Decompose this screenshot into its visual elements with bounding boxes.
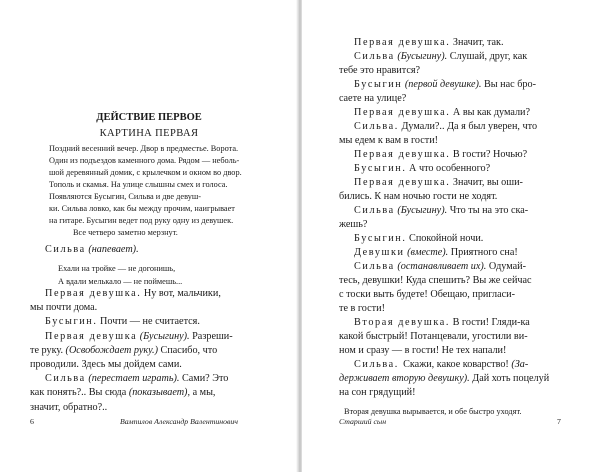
speaker: Первая девушка. (354, 37, 451, 48)
speaker: Сильва (354, 51, 395, 62)
line-text: Скажи, какое коварство! (403, 359, 512, 370)
dialogue-line: сaете на улице? (339, 93, 407, 104)
line-text: Значит, так. (452, 37, 504, 48)
remark: (напевает). (88, 244, 139, 255)
dialogue-line (30, 401, 107, 415)
song-line: А вдали мелькало — не поймешь... (58, 276, 183, 286)
dialogue-line: жешь? (339, 219, 368, 230)
remark: (вместе). (407, 247, 449, 258)
dialogue-line (354, 316, 530, 330)
dialogue-line (354, 232, 483, 246)
dialogue-line (354, 162, 490, 176)
dialogue-line (45, 315, 200, 329)
dialogue-line (354, 50, 527, 64)
dialogue-line (354, 358, 528, 372)
dialogue-line (339, 372, 549, 386)
line-text: значит, обратно?.. (30, 401, 108, 413)
song-line: Ехали на тройке — не догонишь, (58, 264, 176, 273)
speaker: Первая девушка. (354, 177, 451, 188)
line-text: Что ты на это ска- (449, 205, 529, 216)
dialogue-line: ном и сразу — в гости! Не тех напали! (339, 345, 507, 356)
stage-line: Тополь и скамья. На улице слышны смех и голоса. (49, 180, 228, 189)
dialogue-line (354, 120, 537, 134)
line-text: на сон грядущий! (339, 387, 416, 398)
line-text: Приятного сна! (450, 247, 518, 258)
remark: (первой девушке). (404, 79, 482, 90)
dialogue-line: тесь, девушки! Куда спешить? Вы же сейчас (339, 275, 532, 286)
speaker: Бусыгин. (45, 316, 98, 328)
dialogue-line: бились. К нам ночью гости не ходят. (339, 191, 498, 202)
line-text: Значит, вы оши- (452, 177, 523, 188)
remark: (Бусыгину). (397, 51, 448, 62)
speaker: Сильва (354, 205, 395, 216)
speaker: Первая девушка. (354, 149, 451, 160)
dialogue-line (30, 386, 215, 400)
dialogue-line (344, 406, 522, 418)
dialogue-line (354, 148, 527, 162)
speaker: Бусыгин (354, 79, 403, 90)
speaker: Вторая девушка. (354, 317, 451, 328)
line-text: Разреши- (192, 330, 233, 342)
remark: (Освобождает руку.) (65, 344, 158, 356)
line-text: Думали?.. Да я был уверен, что (401, 121, 538, 132)
line-text: В гости! Гляди-ка (452, 317, 530, 328)
speaker: Первая девушка. (354, 107, 451, 118)
stage-line: ки. Сильва ловко, как бы между прочим, наигрывает (49, 204, 235, 213)
remark: (показывает), (128, 387, 193, 399)
dialogue-line (354, 106, 530, 120)
dialogue-line: с тоски выть будете! Обещаю, пригласи- (339, 289, 515, 300)
speaker: Первая девушка (45, 330, 138, 342)
line-text: Почти — не считается. (100, 316, 200, 328)
remark: держивает вторую девушку). (339, 373, 473, 384)
dialogue-line (45, 330, 233, 344)
song (58, 263, 182, 288)
line-text: Ну вот, мальчики, (143, 288, 221, 299)
page-number: 7 (557, 417, 561, 426)
stage-direction (49, 143, 242, 239)
dialogue-line (354, 78, 536, 92)
dialogue-line (45, 372, 228, 386)
speaker: Сильва. (354, 121, 399, 132)
act-heading: ДЕЙСТВИЕ ПЕРВОЕ (96, 112, 202, 123)
speaker: Бусыгин. (354, 163, 407, 174)
remark: (За- (511, 359, 529, 370)
line-text: А вы как думали? (452, 107, 531, 118)
speaker: Сильва (45, 373, 86, 385)
running-author: Вампилов Александр Валентинович (120, 417, 239, 426)
stage-line: Поздний весенний вечер. Двор в предместье. Ворота. (49, 144, 239, 153)
remark: (Бусыгину). (397, 205, 448, 216)
remark: (Бусыгину). (139, 330, 190, 342)
scene-heading: КАРТИНА ПЕРВАЯ (99, 128, 199, 139)
line-text: а мы, (192, 387, 216, 399)
speaker: Сильва. (354, 359, 404, 370)
line-text: Слушай, друг, как (449, 51, 528, 62)
speaker: Сильва (45, 244, 86, 255)
dialogue-line (339, 386, 416, 400)
dialogue-line (30, 344, 217, 358)
stage-direction: Вторая девушка вырывается, и обе быстро уходят. (344, 407, 522, 416)
line-text: Спасибо, что (160, 344, 218, 356)
dialogue-line (354, 36, 504, 50)
dialogue-line (354, 204, 528, 218)
stage-line: Один из подъездов каменного дома. Рядом — неболь- (49, 156, 240, 165)
dialogue-line: те в гости! (339, 303, 385, 314)
speaker: Сильва (354, 261, 395, 272)
dialogue-line: проводили. Здесь мы дойдем сами. (30, 359, 182, 370)
page-number: 6 (30, 417, 34, 426)
dialogue-line (45, 243, 139, 257)
dialogue-line (45, 287, 221, 301)
line-text: А что особенного? (409, 163, 491, 174)
stage-line: Появляются Бусыгин, Сильва и две девуш- (49, 192, 202, 201)
line-text: Дай хоть поцелуй (472, 373, 550, 384)
line-text: как понять?.. Вы сюда (30, 387, 129, 399)
speaker: Девушки (354, 247, 405, 258)
stage-line: шой деревянный домик, с крылечком и окном во двор. (49, 168, 242, 177)
dialogue-line (354, 246, 518, 260)
line-text: Вы нас бро- (483, 79, 536, 90)
line-text: Одумай- (488, 261, 526, 272)
speaker: Первая девушка. (45, 288, 142, 299)
dialogue-line: какой быстрый! Потанцевали, угостили ви- (339, 331, 528, 342)
dialogue-line (354, 260, 526, 274)
line-text: Сами? Это (181, 373, 229, 385)
stage-line: на гитаре. Бусыгин ведет под руку одну из девушек. (49, 216, 234, 225)
remark: (останавливает их). (397, 261, 487, 272)
line-text: В гости? Ночью? (452, 149, 528, 160)
remark: (перестает играть). (88, 373, 180, 385)
line-text: Спокойной ночи. (409, 233, 484, 244)
running-title: Старший сын (339, 417, 387, 426)
stage-line: Все четверо заметно мерзнут. (73, 228, 178, 237)
dialogue-line (354, 176, 523, 190)
dialogue-line: тебе это нравится? (339, 65, 421, 76)
speaker: Бусыгин. (354, 233, 407, 244)
dialogue-line: мы почти дома. (30, 302, 98, 314)
line-text: те руку. (30, 344, 63, 356)
dialogue-line: мы едем к вам в гости! (339, 135, 439, 146)
